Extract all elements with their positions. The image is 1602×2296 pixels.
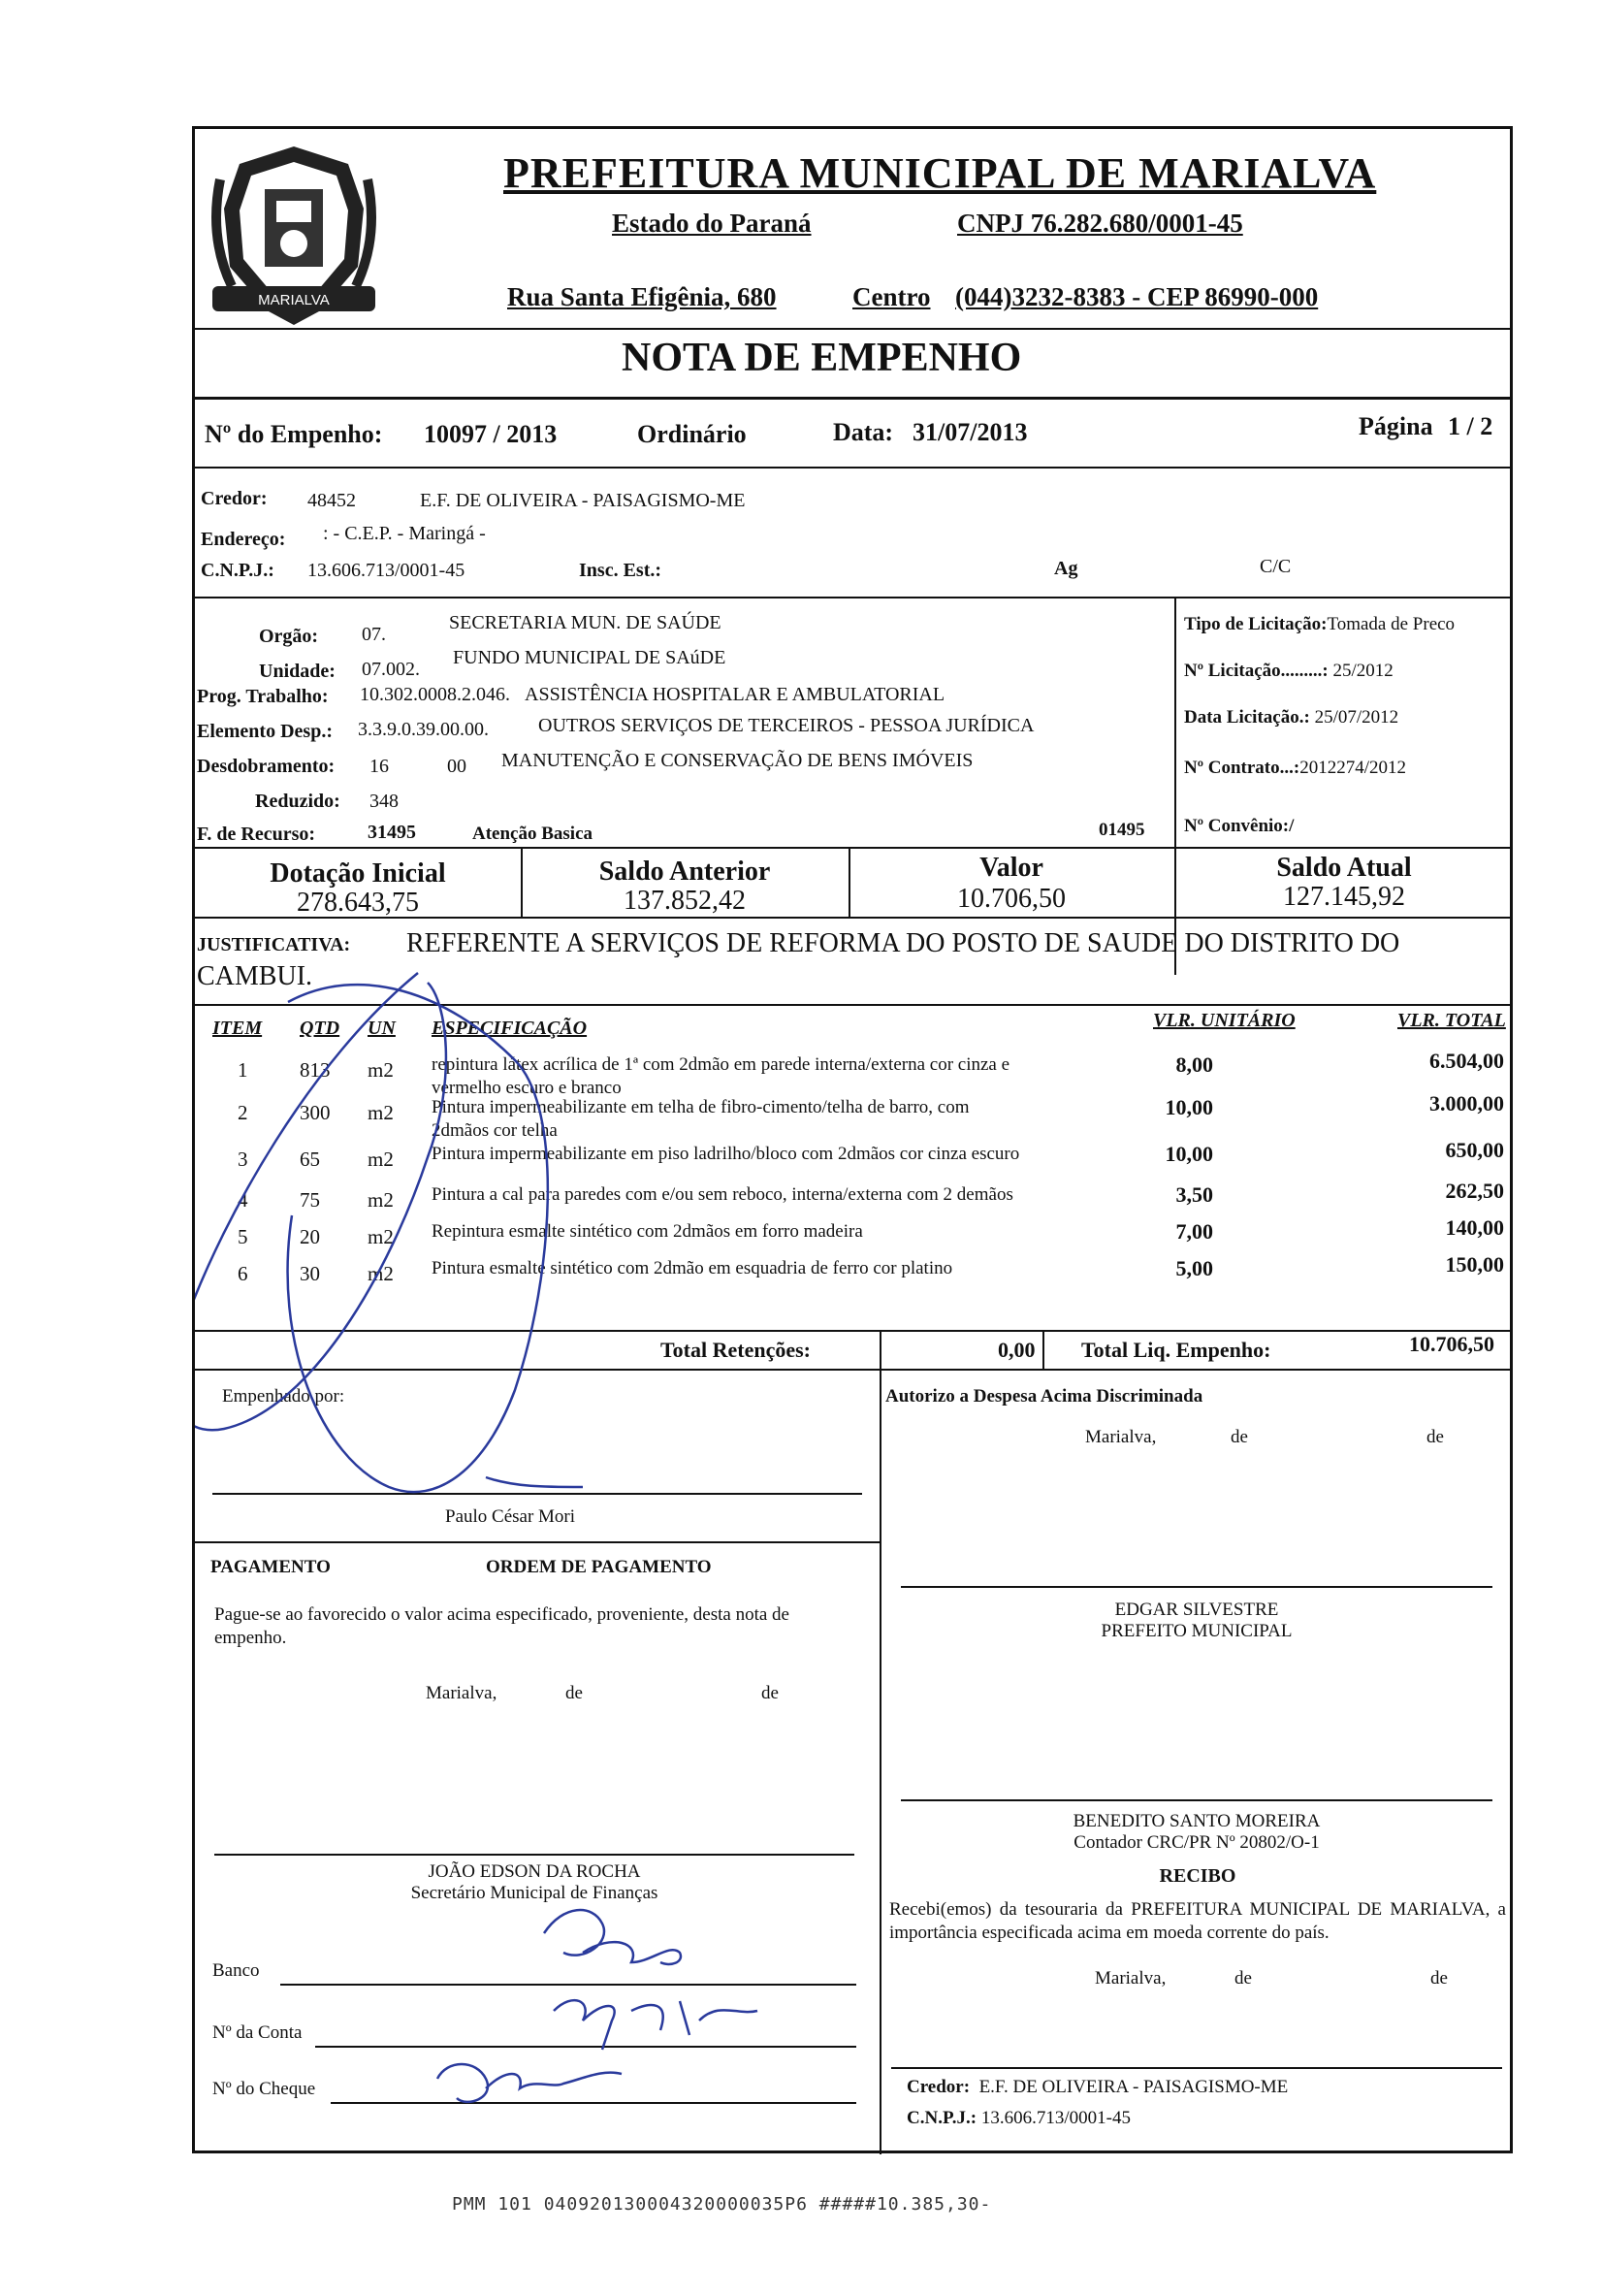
- elemento-name: OUTROS SERVIÇOS DE TERCEIROS - PESSOA JURÍDICA: [538, 715, 1035, 736]
- header-cnpj: CNPJ 76.282.680/0001-45: [957, 209, 1243, 238]
- item-unit-value: 5,00: [1175, 1256, 1213, 1280]
- nota-de-empenho-form: [192, 126, 1513, 2153]
- signature-line: [901, 1799, 1492, 1801]
- item-un: m2: [368, 1101, 394, 1124]
- divider: [195, 597, 1510, 598]
- item-total-value: 6.504,00: [1429, 1049, 1504, 1073]
- saldo-atual-label: Saldo Atual: [1276, 853, 1412, 883]
- contador-name: BENEDITO SANTO MOREIRA: [1073, 1811, 1321, 1831]
- svg-text:MARIALVA: MARIALVA: [258, 292, 330, 308]
- item-unit-value: 3,50: [1175, 1182, 1213, 1207]
- page-label: Página: [1359, 412, 1433, 440]
- item-number: 5: [238, 1225, 248, 1248]
- divider: [880, 1330, 881, 1369]
- item-unit-value: 10,00: [1165, 1142, 1213, 1166]
- item-unit-value: 10,00: [1165, 1095, 1213, 1119]
- page-number: 1 / 2: [1448, 412, 1493, 440]
- reduzido-value: 348: [369, 791, 399, 812]
- justification-text: REFERENTE A SERVIÇOS DE REFORMA DO POSTO DE SAUDE DO DISTRITO DO: [406, 928, 1400, 958]
- desdobramento-name: MANUTENÇÃO E CONSERVAÇÃO DE BENS IMÓVEIS: [501, 750, 974, 771]
- conta-line: [315, 2046, 856, 2048]
- total-retencoes-value: 0,00: [998, 1338, 1036, 1362]
- signature-line: [891, 2067, 1502, 2069]
- item-number: 1: [238, 1058, 248, 1082]
- address-value: : - C.E.P. - Maringá -: [323, 523, 486, 544]
- dotacao-value: 278.643,75: [297, 888, 419, 918]
- page-title: PREFEITURA MUNICIPAL DE MARIALVA: [503, 149, 1377, 197]
- insc-est-label: Insc. Est.:: [579, 560, 662, 581]
- pagamento-de-1: de: [565, 1683, 583, 1703]
- empenho-number-label: Nº do Empenho:: [205, 420, 383, 448]
- item-qtd: 30: [300, 1262, 320, 1285]
- contador-title: Contador CRC/PR Nº 20802/O-1: [1073, 1832, 1320, 1853]
- recibo-text: Recebi(emos) da tesouraria da PREFEITURA MUNICIPAL DE MARIALVA, a importância especificada acima em moeda corrente do país.: [889, 1899, 1506, 1943]
- item-specification: repintura látex acrílica de 1ª com 2dmão em parede interna/externa cor cinza e: [432, 1054, 1010, 1075]
- col-vlr-unitario: VLR. UNITÁRIO: [1153, 1010, 1296, 1031]
- pagamento-label: PAGAMENTO: [210, 1557, 331, 1577]
- district: Centro: [852, 282, 931, 311]
- municipal-crest-icon: [203, 141, 385, 335]
- reduzido-label: Reduzido:: [255, 791, 340, 812]
- item-specification-line2: 2dmãos cor telha: [432, 1120, 558, 1141]
- item-specification: Pintura impermeabilizante em piso ladrilho/bloco com 2dmãos cor cinza escuro: [432, 1144, 1020, 1164]
- item-unit-value: 7,00: [1175, 1219, 1213, 1244]
- saldo-anterior-value: 137.852,42: [624, 886, 746, 916]
- autorizo-de-2: de: [1426, 1427, 1444, 1447]
- col-vlr-total: VLR. TOTAL: [1397, 1010, 1506, 1031]
- divider: [195, 1541, 880, 1543]
- item-un: m2: [368, 1188, 394, 1212]
- recibo-de-2: de: [1430, 1968, 1448, 1989]
- prog-trabalho-code: 10.302.0008.2.046.: [360, 684, 510, 705]
- cnpj-label: C.N.P.J.:: [201, 560, 274, 581]
- elemento-label: Elemento Desp.:: [197, 721, 333, 742]
- justification-text-2: CAMBUI.: [197, 961, 313, 991]
- item-specification: Repintura esmalte sintético com 2dmãos em forro madeira: [432, 1221, 863, 1242]
- numero-licitacao: Nº Licitação.........: 25/2012: [1184, 661, 1394, 681]
- recibo-city: Marialva,: [1095, 1968, 1167, 1989]
- item-total-value: 650,00: [1445, 1138, 1504, 1162]
- divider: [195, 397, 1510, 400]
- banco-label: Banco: [212, 1960, 260, 1981]
- divider: [195, 328, 1510, 330]
- cheque-label: Nº do Cheque: [212, 2079, 316, 2099]
- credor-name: E.F. DE OLIVEIRA - PAISAGISMO-ME: [420, 490, 746, 511]
- numero-contrato: Nº Contrato...:2012274/2012: [1184, 758, 1406, 778]
- empenho-type: Ordinário: [637, 420, 747, 448]
- credor-code: 48452: [307, 490, 356, 511]
- recibo-cnpj: C.N.P.J.: 13.606.713/0001-45: [907, 2108, 1131, 2128]
- item-unit-value: 8,00: [1175, 1052, 1213, 1077]
- unidade-code: 07.002.: [362, 659, 420, 680]
- col-qtd: QTD: [300, 1018, 340, 1039]
- empenho-date-label: Data:: [833, 418, 894, 446]
- state-name: Estado do Paraná: [612, 209, 812, 238]
- recurso-code: 31495: [368, 822, 416, 843]
- empenhado-por-label: Empenhado por:: [222, 1386, 345, 1407]
- pagamento-city: Marialva,: [426, 1683, 497, 1703]
- conta-label: Nº da Conta: [212, 2022, 303, 2043]
- autorizo-label: Autorizo a Despesa Acima Discriminada: [885, 1386, 1203, 1407]
- item-specification: Pintura a cal para paredes com e/ou sem reboco, interna/externa com 2 demãos: [432, 1184, 1013, 1205]
- item-number: 3: [238, 1148, 248, 1171]
- recibo-label: RECIBO: [1159, 1865, 1236, 1887]
- col-un: UN: [368, 1018, 396, 1039]
- item-specification: Pintura impermeabilizante em telha de fibro-cimento/telha de barro, com: [432, 1097, 970, 1117]
- prefeito-title: PREFEITO MUNICIPAL: [1101, 1621, 1293, 1641]
- signature-line: [212, 1493, 862, 1495]
- item-specification-line2: vermelho escuro e branco: [432, 1078, 622, 1098]
- recurso-name: Atenção Basica: [472, 824, 593, 844]
- col-especificacao: ESPECIFICAÇÃO: [432, 1018, 588, 1039]
- item-total-value: 3.000,00: [1429, 1091, 1504, 1116]
- secretario-title: Secretário Municipal de Finanças: [410, 1883, 658, 1903]
- prefeito-name: EDGAR SILVESTRE: [1114, 1600, 1279, 1620]
- item-total-value: 262,50: [1445, 1179, 1504, 1203]
- secretario-name: JOÃO EDSON DA ROCHA: [428, 1861, 641, 1882]
- item-total-value: 150,00: [1445, 1252, 1504, 1277]
- autorizo-de-1: de: [1231, 1427, 1248, 1447]
- divider: [195, 1004, 1510, 1006]
- divider: [195, 467, 1510, 469]
- desdobramento-code1: 16: [369, 756, 389, 777]
- tipo-licitacao: Tipo de Licitação:Tomada de Preco: [1184, 614, 1456, 634]
- item-total-value: 140,00: [1445, 1215, 1504, 1240]
- credor-label: Credor:: [201, 488, 268, 509]
- orgao-label: Orgão:: [259, 626, 319, 647]
- divider: [1042, 1330, 1044, 1369]
- item-un: m2: [368, 1058, 394, 1082]
- empenho-number: 10097 / 2013: [424, 420, 558, 448]
- item-number: 6: [238, 1262, 248, 1285]
- orgao-name: SECRETARIA MUN. DE SAÚDE: [449, 612, 721, 633]
- divider: [195, 917, 1510, 919]
- desdobramento-label: Desdobramento:: [197, 756, 336, 777]
- valor-value: 10.706,50: [957, 884, 1066, 914]
- item-specification: Pintura esmalte sintético com 2dmão em esquadria de ferro cor platino: [432, 1258, 953, 1278]
- street-address: Rua Santa Efigênia, 680: [507, 282, 777, 311]
- pagamento-de-2: de: [761, 1683, 779, 1703]
- item-qtd: 20: [300, 1225, 320, 1248]
- valor-label: Valor: [979, 853, 1043, 883]
- ordem-pagamento-label: ORDEM DE PAGAMENTO: [486, 1557, 712, 1577]
- ag-label: Ag: [1054, 558, 1078, 579]
- saldo-anterior-label: Saldo Anterior: [598, 857, 771, 887]
- total-liquido-label: Total Liq. Empenho:: [1081, 1338, 1271, 1362]
- dotacao-label: Dotação Inicial: [270, 858, 446, 889]
- total-liquido-value: 10.706,50: [1409, 1332, 1494, 1356]
- desdobramento-code2: 00: [447, 756, 466, 777]
- divider: [195, 1369, 1510, 1371]
- cheque-line: [331, 2102, 856, 2104]
- total-retencoes-label: Total Retenções:: [660, 1338, 811, 1362]
- autorizo-city: Marialva,: [1085, 1427, 1157, 1447]
- col-item: ITEM: [212, 1018, 263, 1039]
- item-qtd: 65: [300, 1148, 320, 1171]
- item-un: m2: [368, 1225, 394, 1248]
- prog-trabalho-label: Prog. Trabalho:: [197, 686, 329, 707]
- item-qtd: 300: [300, 1101, 331, 1124]
- banco-line: [280, 1984, 856, 1986]
- cnpj-value: 13.606.713/0001-45: [307, 560, 465, 581]
- signature-line: [214, 1854, 854, 1856]
- data-licitacao: Data Licitação.: 25/07/2012: [1184, 707, 1399, 728]
- item-un: m2: [368, 1148, 394, 1171]
- empenhado-name: Paulo César Mori: [445, 1506, 576, 1527]
- signature-line: [901, 1586, 1492, 1588]
- item-qtd: 813: [300, 1058, 331, 1082]
- recurso-label: F. de Recurso:: [197, 824, 316, 845]
- divider: [195, 1330, 1510, 1332]
- orgao-code: 07.: [362, 624, 386, 645]
- phone-cep: (044)3232-8383 - CEP 86990-000: [955, 282, 1319, 311]
- item-number: 2: [238, 1101, 248, 1124]
- saldo-atual-value: 127.145,92: [1283, 882, 1405, 912]
- elemento-code: 3.3.9.0.39.00.00.: [358, 719, 489, 740]
- footer-code: PMM 101 040920130004320000035P6 #####10.385,30-: [452, 2194, 992, 2215]
- empenho-date: 31/07/2013: [913, 418, 1028, 446]
- unidade-label: Unidade:: [259, 661, 336, 682]
- recibo-de-1: de: [1234, 1968, 1252, 1989]
- divider: [880, 1369, 881, 2154]
- recurso-extra: 01495: [1099, 820, 1145, 840]
- recibo-credor: Credor: E.F. DE OLIVEIRA - PAISAGISMO-ME: [907, 2077, 1289, 2097]
- pague-text: Pague-se ao favorecido o valor acima especificado, proveniente, desta nota de empenho.: [214, 1604, 789, 1648]
- unidade-name: FUNDO MUNICIPAL DE SAúDE: [453, 647, 726, 668]
- document-title: NOTA DE EMPENHO: [622, 336, 1022, 380]
- item-number: 4: [238, 1188, 248, 1212]
- numero-convenio: Nº Convênio:/: [1184, 816, 1295, 836]
- item-un: m2: [368, 1262, 394, 1285]
- justification-label: JUSTIFICATIVA:: [197, 934, 351, 955]
- cc-label: C/C: [1260, 556, 1292, 577]
- prog-trabalho-name: ASSISTÊNCIA HOSPITALAR E AMBULATORIAL: [525, 684, 945, 705]
- item-qtd: 75: [300, 1188, 320, 1212]
- address-label: Endereço:: [201, 529, 286, 550]
- divider: [195, 847, 1510, 849]
